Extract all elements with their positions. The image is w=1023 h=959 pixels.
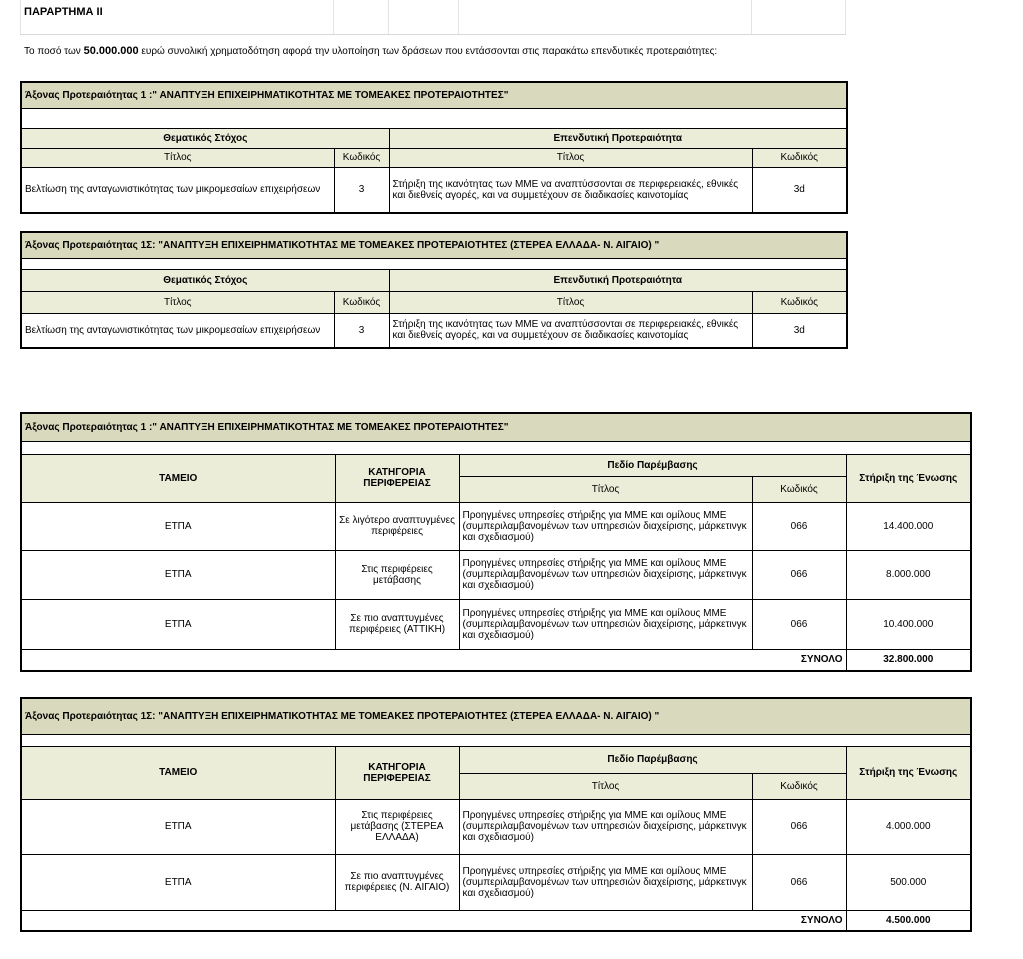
axis-label: Άξονας Προτεραιότητας 1 :" ΑΝΑΠΤΥΞΗ ΕΠΙΧΕΙΡΗΜΑΤΙΚΟΤΗΤΑΣ ΜΕ ΤΟΜΕΑΚΕΣ ΠΡΟΤΕΡΑΙΟΤΗΤΕΣ" — [21, 82, 847, 108]
fund-col-header: ΤΑΜΕΙΟ — [21, 454, 335, 502]
code-col-header: Κωδικός — [752, 773, 846, 799]
fund-cell: ΕΤΠΑ — [21, 599, 335, 649]
grid-line — [333, 0, 334, 34]
priority-header: Επενδυτική Προτεραιότητα — [389, 269, 847, 291]
total-label: ΣΥΝΟΛΟ — [21, 910, 846, 931]
region-col-header: ΚΑΤΗΓΟΡΙΑ ΠΕΡΙΦΕΡΕΙΑΣ — [335, 746, 459, 799]
title-col-header: Τίτλος — [21, 148, 334, 167]
table-row — [21, 502, 971, 550]
field-title-cell: Προηγμένες υπηρεσίες στήριξης για ΜΜΕ και ομίλους ΜΜΕ (συμπεριλαμβανομένων των υπηρεσιών διαχείρισης, μάρκετινγκ και σχεδιασμού) — [459, 799, 752, 854]
grid-line — [20, 34, 846, 35]
amount-cell: 4.000.000 — [846, 799, 971, 854]
grid-line — [458, 0, 459, 34]
page-title: ΠΑΡΑΡΤΗΜΑ ΙΙ — [24, 6, 103, 18]
code-col-header: Κωδικός — [334, 148, 389, 167]
priority-code: 3d — [752, 167, 847, 213]
intro-amount: 50.000.000 — [83, 45, 139, 57]
axis-label: Άξονας Προτεραιότητας 1Σ: "ΑΝΑΠΤΥΞΗ ΕΠΙΧΕΙΡΗΜΑΤΙΚΟΤΗΤΑΣ ΜΕ ΤΟΜΕΑΚΕΣ ΠΡΟΤΕΡΑΙΟΤΗΤΕΣ (ΣΤΕΡΕΑ ΕΛΛΑΔΑ- Ν. ΑΙΓΑΙΟ) " — [21, 232, 847, 258]
total-row — [21, 910, 971, 931]
axis-label: Άξονας Προτεραιότητας 1 :" ΑΝΑΠΤΥΞΗ ΕΠΙΧΕΙΡΗΜΑΤΙΚΟΤΗΤΑΣ ΜΕ ΤΟΜΕΑΚΕΣ ΠΡΟΤΕΡΑΙΟΤΗΤΕΣ" — [21, 413, 971, 441]
blank-row — [21, 108, 847, 128]
priority-code: 3d — [752, 313, 847, 348]
axis-table — [20, 231, 848, 349]
field-title-cell: Προηγμένες υπηρεσίες στήριξης για ΜΜΕ και ομίλους ΜΜΕ (συμπεριλαμβανομένων των υπηρεσιών διαχείρισης, μάρκετινγκ και σχεδιασμού) — [459, 854, 752, 910]
code-cell: 066 — [752, 550, 846, 599]
fund-cell: ΕΤΠΑ — [21, 502, 335, 550]
region-cell: Σε λιγότερο αναπτυγμένες περιφέρειες — [335, 502, 459, 550]
title-col-header: Τίτλος — [459, 476, 752, 502]
field-col-header: Πεδίο Παρέμβασης — [459, 454, 846, 476]
code-col-header: Κωδικός — [752, 148, 847, 167]
amount-cell: 500.000 — [846, 854, 971, 910]
table-row — [21, 599, 971, 649]
priority-title: Στήριξη της ικανότητας των ΜΜΕ να αναπτύσσονται σε περιφερειακές, εθνικές και διεθνείς αγορές, και να συμμετέχουν σε διαδικασίες καινοτομίας — [389, 167, 752, 213]
title-col-header: Τίτλος — [389, 148, 752, 167]
intro-text — [24, 45, 717, 57]
blank-row — [21, 258, 847, 269]
blank-row — [21, 734, 971, 746]
table-row — [21, 854, 971, 910]
thematic-code: 3 — [334, 167, 389, 213]
title-col-header: Τίτλος — [389, 291, 752, 313]
total-row — [21, 649, 971, 671]
code-col-header: Κωδικός — [752, 476, 846, 502]
thematic-header: Θεματικός Στόχος — [21, 269, 389, 291]
region-cell: Στις περιφέρειες μετάβασης — [335, 550, 459, 599]
title-col-header: Τίτλος — [459, 773, 752, 799]
grid-line — [20, 0, 21, 34]
thematic-title: Βελτίωση της ανταγωνιστικότητας των μικρομεσαίων επιχειρήσεων — [21, 167, 334, 213]
thematic-header: Θεματικός Στόχος — [21, 128, 389, 148]
intro-after: ευρώ συνολική χρηματοδότηση αφορά την υλοποίηση των δράσεων που εντάσσονται στις παρακάτω επενδυτικές προτεραιότητες: — [138, 46, 718, 57]
amount-cell: 10.400.000 — [846, 599, 971, 649]
fund-table — [20, 697, 972, 932]
axis-table — [20, 81, 848, 214]
grid-line — [388, 0, 389, 34]
region-cell: Σε πιο αναπτυγμένες περιφέρειες (ΑΤΤΙΚΗ) — [335, 599, 459, 649]
code-cell: 066 — [752, 502, 846, 550]
amount-cell: 8.000.000 — [846, 550, 971, 599]
thematic-title: Βελτίωση της ανταγωνιστικότητας των μικρομεσαίων επιχειρήσεων — [21, 313, 334, 348]
region-col-header: ΚΑΤΗΓΟΡΙΑ ΠΕΡΙΦΕΡΕΙΑΣ — [335, 454, 459, 502]
fund-cell: ΕΤΠΑ — [21, 854, 335, 910]
priority-header: Επενδυτική Προτεραιότητα — [389, 128, 847, 148]
blank-row — [21, 441, 971, 454]
table-row — [21, 550, 971, 599]
grid-line — [845, 0, 846, 34]
total-value: 4.500.000 — [846, 910, 971, 931]
field-title-cell: Προηγμένες υπηρεσίες στήριξης για ΜΜΕ και ομίλους ΜΜΕ (συμπεριλαμβανομένων των υπηρεσιών διαχείρισης, μάρκετινγκ και σχεδιασμού) — [459, 502, 752, 550]
support-col-header: Στήριξη της Ένωσης — [846, 454, 971, 502]
field-title-cell: Προηγμένες υπηρεσίες στήριξης για ΜΜΕ και ομίλους ΜΜΕ (συμπεριλαμβανομένων των υπηρεσιών διαχείρισης, μάρκετινγκ και σχεδιασμού) — [459, 550, 752, 599]
grid-line — [751, 0, 752, 34]
code-col-header: Κωδικός — [334, 291, 389, 313]
total-label: ΣΥΝΟΛΟ — [21, 649, 846, 671]
code-cell: 066 — [752, 854, 846, 910]
intro-before: Το ποσό των — [24, 46, 84, 57]
field-col-header: Πεδίο Παρέμβασης — [459, 746, 846, 773]
code-cell: 066 — [752, 799, 846, 854]
thematic-code: 3 — [334, 313, 389, 348]
code-col-header: Κωδικός — [752, 291, 847, 313]
title-col-header: Τίτλος — [21, 291, 334, 313]
fund-col-header: ΤΑΜΕΙΟ — [21, 746, 335, 799]
table-row — [21, 799, 971, 854]
axis-label: Άξονας Προτεραιότητας 1Σ: "ΑΝΑΠΤΥΞΗ ΕΠΙΧΕΙΡΗΜΑΤΙΚΟΤΗΤΑΣ ΜΕ ΤΟΜΕΑΚΕΣ ΠΡΟΤΕΡΑΙΟΤΗΤΕΣ (ΣΤΕΡΕΑ ΕΛΛΑΔΑ- Ν. ΑΙΓΑΙΟ) " — [21, 698, 971, 734]
priority-title: Στήριξη της ικανότητας των ΜΜΕ να αναπτύσσονται σε περιφερειακές, εθνικές και διεθνείς αγορές, και να συμμετέχουν σε διαδικασίες καινοτομίας — [389, 313, 752, 348]
code-cell: 066 — [752, 599, 846, 649]
region-cell: Στις περιφέρειες μετάβασης (ΣΤΕΡΕΑ ΕΛΛΑΔΑ) — [335, 799, 459, 854]
fund-cell: ΕΤΠΑ — [21, 799, 335, 854]
support-col-header: Στήριξη της Ένωσης — [846, 746, 971, 799]
amount-cell: 14.400.000 — [846, 502, 971, 550]
fund-cell: ΕΤΠΑ — [21, 550, 335, 599]
fund-table — [20, 412, 972, 672]
total-value: 32.800.000 — [846, 649, 971, 671]
region-cell: Σε πιο αναπτυγμένες περιφέρειες (Ν. ΑΙΓΑΙΟ) — [335, 854, 459, 910]
field-title-cell: Προηγμένες υπηρεσίες στήριξης για ΜΜΕ και ομίλους ΜΜΕ (συμπεριλαμβανομένων των υπηρεσιών διαχείρισης, μάρκετινγκ και σχεδιασμού) — [459, 599, 752, 649]
